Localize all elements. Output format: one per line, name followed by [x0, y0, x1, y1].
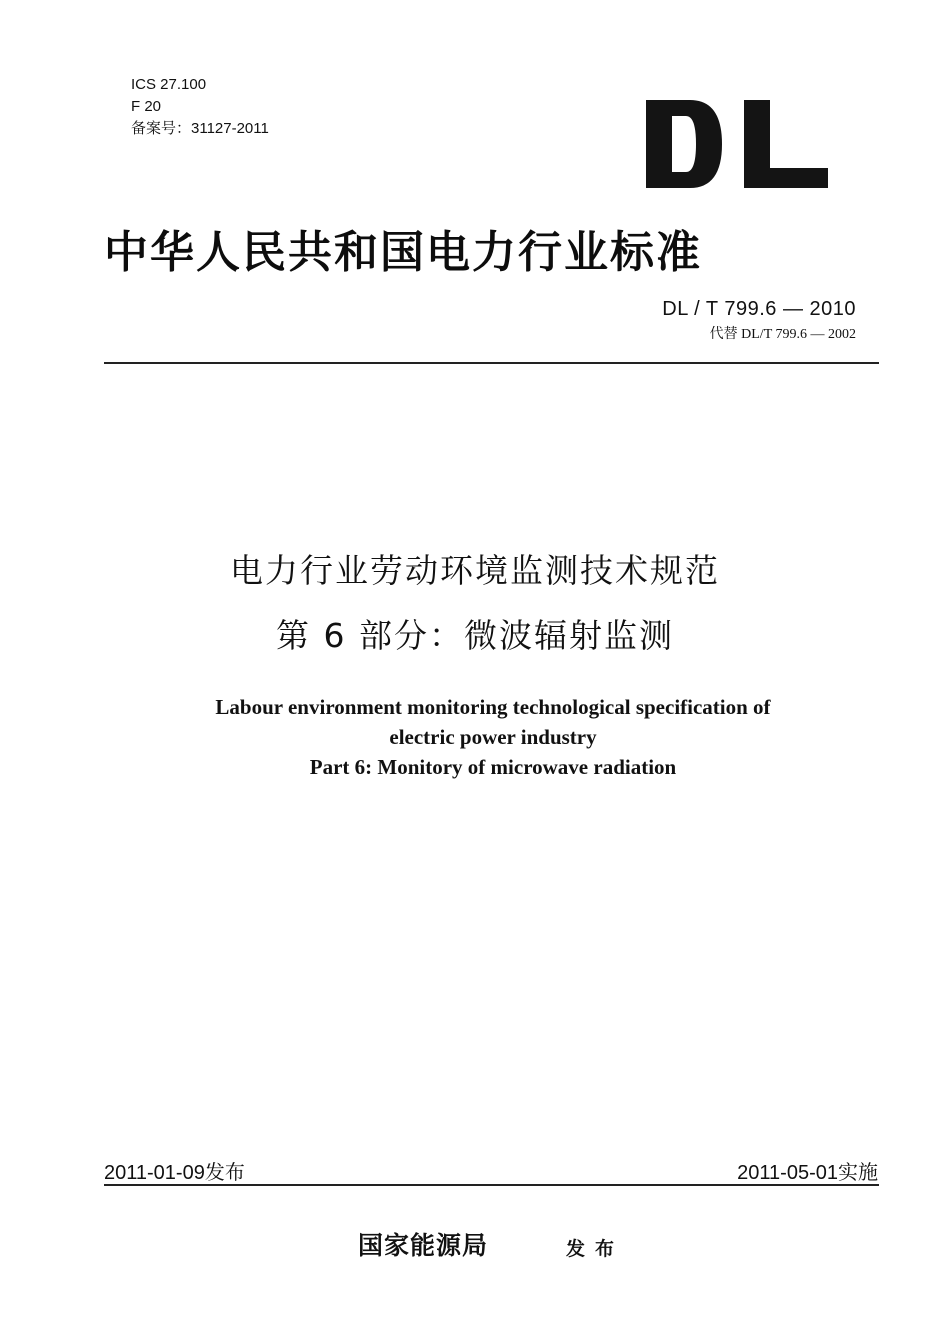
publish-label: 发布 — [566, 1238, 625, 1260]
chinese-title-line1: 电力行业劳动环境监测技术规范 — [230, 551, 720, 590]
dl-logo — [646, 100, 828, 188]
english-title-line2: electric power industry — [389, 725, 597, 749]
implementation-date: 2011-05-01实施 — [737, 1162, 878, 1184]
replaces-standard: 代替 DL/T 799.6 — 2002 — [709, 327, 856, 342]
issue-date: 2011-01-09发布 — [104, 1162, 245, 1184]
english-title-line3: Part 6: Monitory of microwave radiation — [309, 755, 677, 779]
issuing-authority: 国家能源局 — [358, 1231, 489, 1260]
chinese-title-line2: 第 6 部分：微波辐射监测 — [276, 616, 674, 655]
classification-codes — [131, 74, 269, 140]
bottom-divider — [104, 1184, 879, 1186]
english-title — [0, 692, 950, 782]
top-divider — [104, 362, 879, 364]
english-title-line1: Labour environment monitoring technological specification of — [215, 695, 771, 719]
standard-number: DL / T 799.6 — 2010 — [662, 298, 856, 320]
standard-category-title: 中华人民共和国电力行业标准 — [104, 227, 702, 278]
standard-number-block — [662, 298, 856, 343]
dl-logo-letter-d — [646, 100, 722, 188]
dl-logo-letter-l — [744, 100, 828, 188]
record-number: 备案号：31127-2011 — [131, 120, 269, 137]
ccs-code: F 20 — [131, 98, 162, 115]
ics-code: ICS 27.100 — [131, 76, 207, 93]
